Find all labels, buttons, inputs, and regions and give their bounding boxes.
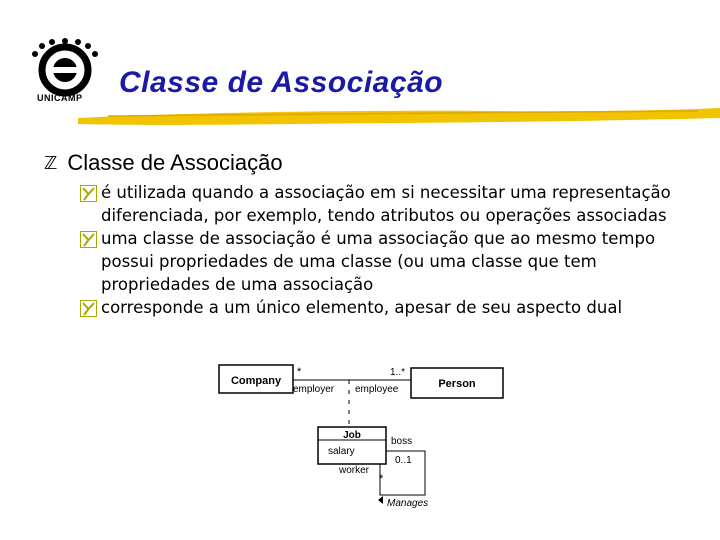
boss-role: boss xyxy=(391,436,413,447)
manages-association-label: Manages xyxy=(387,498,429,509)
company-class-label: Company xyxy=(230,375,282,387)
employer-role: employer xyxy=(293,384,335,395)
list-item xyxy=(80,296,700,319)
job-salary-attribute: salary xyxy=(328,446,355,457)
job-class-label: Job xyxy=(343,430,361,441)
list-item xyxy=(80,181,700,227)
uml-diagram xyxy=(215,360,515,515)
person-class-label: Person xyxy=(438,378,476,390)
level1-heading: Classe de Associação xyxy=(67,150,283,175)
bullet-text: corresponde a um único elemento, apesar de seu aspecto dual xyxy=(101,298,623,317)
employee-role: employee xyxy=(355,384,399,395)
worker-role: worker xyxy=(339,465,370,476)
slide-title: Classe de Associação xyxy=(119,66,444,99)
logo-text: UNICAMP xyxy=(37,93,83,103)
title-underline xyxy=(78,104,720,128)
company-multiplicity: * xyxy=(297,366,302,378)
bullet-text: uma classe de associação é uma associação que ao mesmo tempo possui propriedades de uma classe (ou uma classe que tem propriedades de uma associação xyxy=(101,229,656,294)
z-bullet-icon: ℤ xyxy=(44,152,58,174)
y-bullet-icon xyxy=(80,300,97,317)
bullet-list xyxy=(80,181,700,319)
list-item xyxy=(80,227,700,296)
y-bullet-icon xyxy=(80,231,97,248)
worker-multiplicity: * xyxy=(379,473,384,485)
y-bullet-icon xyxy=(80,185,97,202)
bullet-text: é utilizada quando a associação em si necessitar uma representação diferenciada, por exemplo, tendo atributos ou operações associadas xyxy=(101,183,671,225)
boss-multiplicity: 0..1 xyxy=(395,455,412,466)
direction-arrow-icon xyxy=(378,496,383,504)
level1-item xyxy=(44,150,283,176)
person-multiplicity: 1..* xyxy=(390,367,406,378)
